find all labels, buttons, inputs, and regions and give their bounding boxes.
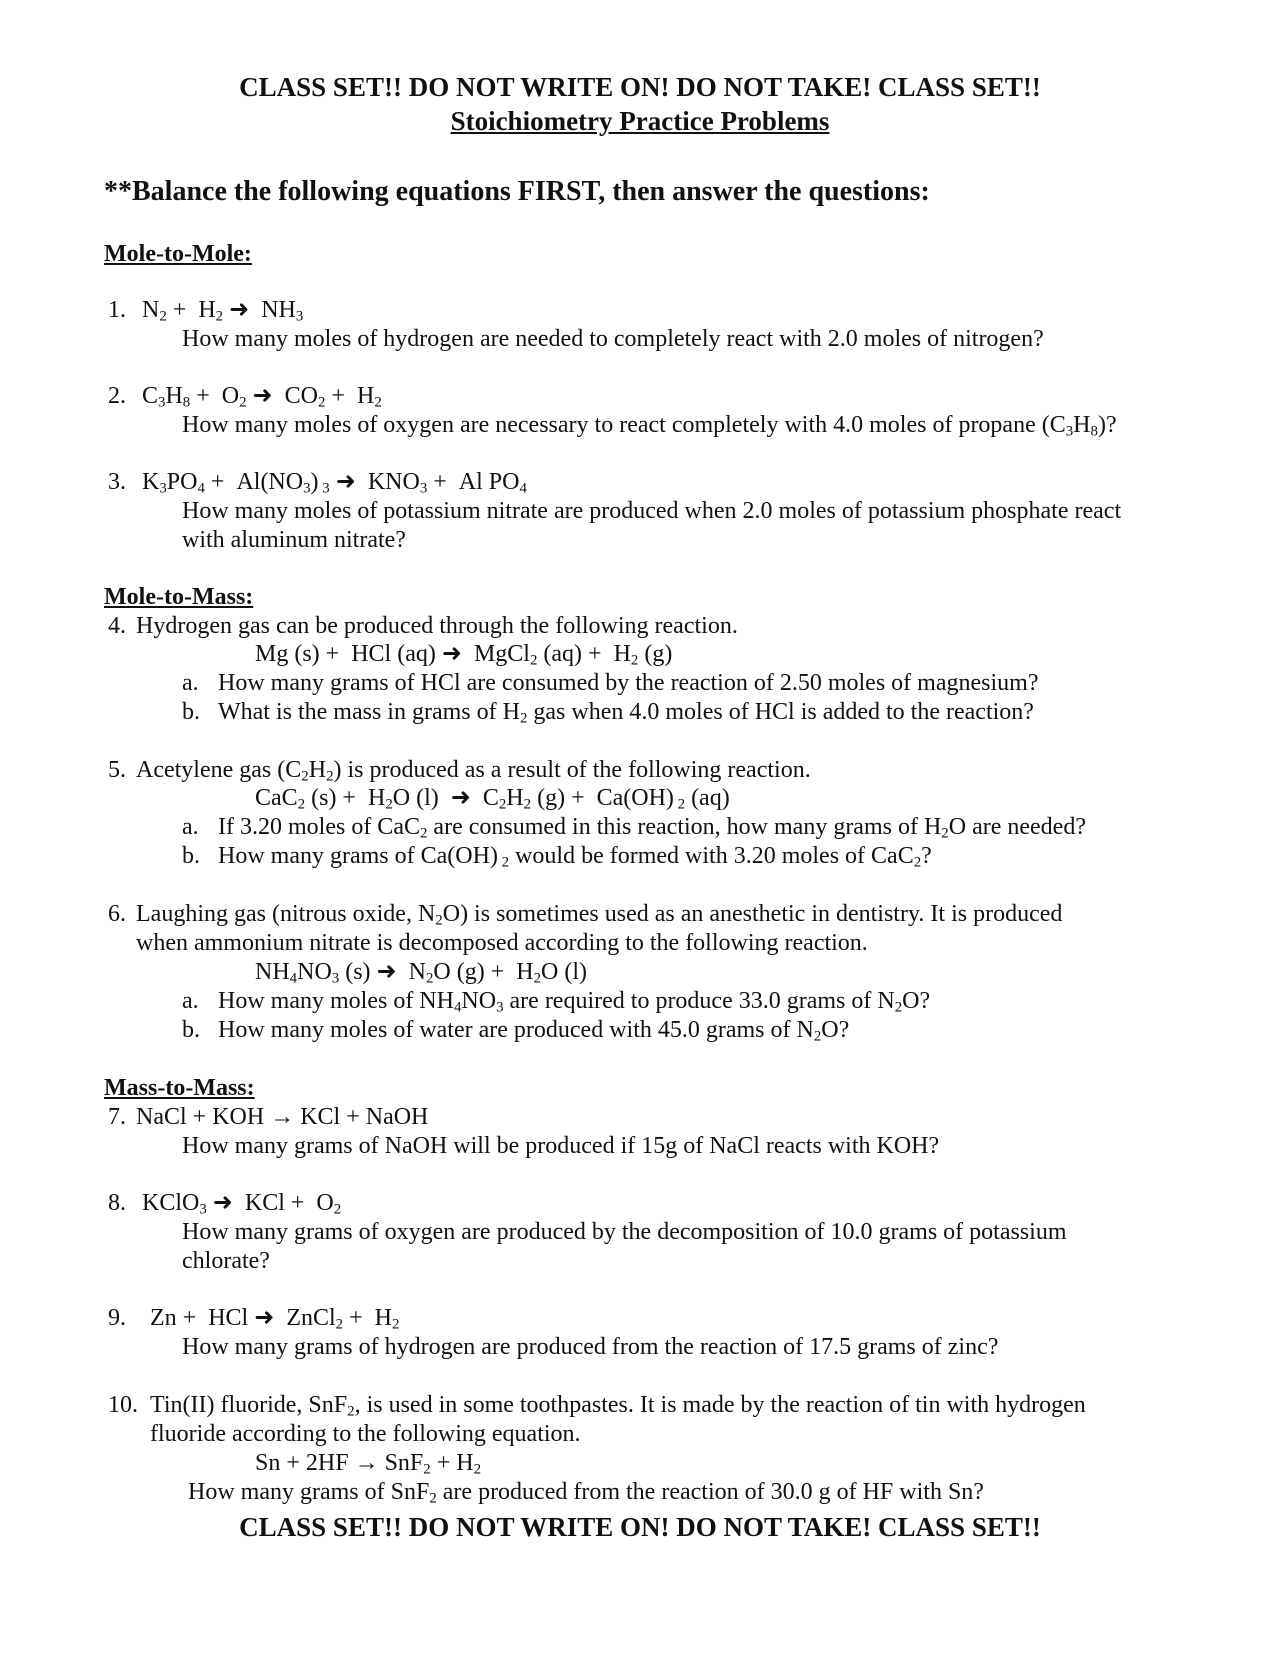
problem-6-equation: $NH_4NO_3$ (s) ➜ $N_2O$ $(g) + H_2O$ (l) (255, 959, 588, 987)
problem-6-intro-line2: when ammonium nitrate is decomposed according to the following reaction. (136, 930, 868, 956)
class-set-banner-bottom: CLASS SET!! DO NOT WRITE ON! DO NOT TAKE! CLASS SET!! (239, 1512, 1041, 1542)
p6b-part: O? (821, 1017, 850, 1043)
problem-7-equation: NaCl + KOH → KCl + NaOH (136, 1104, 429, 1130)
problem-5-number: 5. (108, 757, 126, 783)
problem-2-equation: $C_3H_8 + O_2$ ➜ $CO_2 + H_2$ (142, 383, 382, 411)
p10-q-part: are produced from the reaction of 30.0 g of HF with Sn? (436, 1479, 984, 1505)
p10-intro-part: , is used in some toothpastes. It is made by the reaction of tin with hydrogen (354, 1392, 1086, 1418)
p5-intro-part: H (308, 757, 327, 783)
problem-4-equation: Mg (s) + HCl (aq) ➜ MgCl$_2$ $(aq) + H_2$ (g) (255, 641, 673, 669)
problem-5b-text: How many grams of Ca(OH) $_2$ would be formed with 3.20 moles of CaC$_2$? (218, 843, 932, 871)
problem-8-equation: KClO$_3$ ➜ KCl + $O_2$ (142, 1190, 342, 1218)
problem-9-number: 9. (108, 1305, 126, 1331)
problem-4b-text: What is the mass in grams of $H_2$ gas when 4.0 moles of HCl is added to the reaction? (218, 699, 1034, 727)
section-mole-to-mole: Mole-to-Mole: (104, 241, 252, 267)
problem-6-number: 6. (108, 901, 126, 927)
problem-9-equation: Zn + HCl ➜ ZnCl$_2$ + $H_2$ (150, 1305, 400, 1333)
p5b-part: How many grams of Ca(OH) (218, 843, 498, 869)
problem-10-question: How many grams of SnF$_2$ are produced from the reaction of 30.0 g of HF with Sn? (188, 1479, 984, 1507)
p4b-part: What is the mass in grams of H (218, 699, 520, 725)
p5-intro-part: Acetylene gas (C (136, 757, 302, 783)
problem-4-number: 4. (108, 613, 126, 639)
problem-6a-label: a. (182, 988, 199, 1014)
problem-7-number: 7. (108, 1104, 126, 1130)
p6a-part: NO (461, 988, 497, 1014)
problem-2-question: How many moles of oxygen are necessary to react completely with 4.0 moles of propane $(C_3H_8)$? (182, 412, 1117, 440)
problem-10-intro-line1: Tin(II) fluoride, SnF$_2$, is used in some toothpastes. It is made by the reaction of tin with hydrogen (150, 1392, 1086, 1420)
problem-10-number: 10. (108, 1392, 138, 1418)
problem-9-question: How many grams of hydrogen are produced from the reaction of 17.5 grams of zinc? (182, 1334, 999, 1360)
problem-6b-label: b. (182, 1017, 200, 1043)
problem-4-intro: Hydrogen gas can be produced through the following reaction. (136, 613, 738, 639)
page-title (0, 106, 1280, 137)
p2-q-part: H (1073, 412, 1091, 438)
p5-intro-part: ) is produced as a result of the following reaction. (333, 757, 811, 783)
problem-1-number: 1. (108, 297, 126, 323)
problem-5b-label: b. (182, 843, 200, 869)
problem-3-question-line1: How many moles of potassium nitrate are produced when 2.0 moles of potassium phosphate react (182, 498, 1122, 524)
problem-10-intro-line2: fluoride according to the following equation. (150, 1421, 581, 1447)
p10-intro-part: Tin(II) fluoride, SnF (150, 1392, 348, 1418)
problem-5a-text: If 3.20 moles of CaC$_2$ are consumed in this reaction, how many grams of $H_2O$ are needed? (218, 814, 1086, 842)
p6a-part: are required to produce 33.0 grams of N (503, 988, 895, 1014)
p10-q-part: How many grams of SnF (188, 1479, 430, 1505)
instructions: **Balance the following equations FIRST, then answer the questions: (104, 176, 930, 207)
problem-6-intro-line1: Laughing gas (nitrous oxide, $N_2O$) is sometimes used as an anesthetic in dentistry. It is produced (136, 901, 1063, 929)
problem-7-question: How many grams of NaOH will be produced if 15g of NaCl reacts with KOH? (182, 1133, 940, 1159)
problem-1-equation: $N_2 + H_2$ ➜ $NH_3$ (142, 297, 304, 325)
problem-3-equation: $K_3PO_4 + Al(NO_3)$ $_3$ ➜ $KNO_3 + Al$ $PO_4$ (142, 469, 527, 497)
p5a-part: are consumed in this reaction, how many grams of H (427, 814, 942, 840)
p6-intro-part: Laughing gas (nitrous oxide, N (136, 901, 436, 927)
problem-4b-label: b. (182, 699, 200, 725)
problem-5-intro: Acetylene gas $(C_2H_2)$ is produced as a result of the following reaction. (136, 757, 811, 785)
p5a-part: If 3.20 moles of CaC (218, 814, 420, 840)
p6-intro-part: O) is sometimes used as an anesthetic in dentistry. It is produced (442, 901, 1063, 927)
section-mole-to-mass: Mole-to-Mass: (104, 584, 254, 610)
problem-2-number: 2. (108, 383, 126, 409)
page-title-text: Stoichiometry Practice Problems (450, 106, 830, 136)
problem-1-question: How many moles of hydrogen are needed to completely react with 2.0 moles of nitrogen? (182, 326, 1044, 352)
problem-5-equation: CaC$_2$ $(s) + H_2O$ (l) ➜ $C_2H_2$ (g) + Ca(OH) $_2$ (aq) (255, 785, 730, 813)
p5b-part: ? (921, 843, 932, 869)
problem-6b-text: How many moles of water are produced with 45.0 grams of $N_2O$? (218, 1017, 850, 1045)
problem-10-equation: $Sn + 2HF \to SnF_2 + H_2$ (255, 1450, 482, 1478)
p4b-part: gas when 4.0 moles of HCl is added to the reaction? (527, 699, 1034, 725)
p6b-part: How many moles of water are produced with 45.0 grams of N (218, 1017, 814, 1043)
problem-8-question-line1: How many grams of oxygen are produced by the decomposition of 10.0 grams of potassium (182, 1219, 1067, 1245)
p2-q-part: How many moles of oxygen are necessary to react completely with 4.0 moles of propane (C (182, 412, 1066, 438)
p6a-part: O? (902, 988, 931, 1014)
p5a-part: O are needed? (948, 814, 1086, 840)
problem-8-question-line2: chlorate? (182, 1248, 270, 1274)
section-mass-to-mass: Mass-to-Mass: (104, 1075, 255, 1101)
p6a-part: How many moles of NH (218, 988, 454, 1014)
problem-4a-label: a. (182, 670, 199, 696)
problem-3-number: 3. (108, 469, 126, 495)
problem-4a-text: How many grams of HCl are consumed by the reaction of 2.50 moles of magnesium? (218, 670, 1039, 696)
problem-5a-label: a. (182, 814, 199, 840)
p5b-part: would be formed with 3.20 moles of CaC (509, 843, 914, 869)
problem-8-number: 8. (108, 1190, 126, 1216)
p2-q-part: )? (1097, 412, 1117, 438)
class-set-banner-top: CLASS SET!! DO NOT WRITE ON! DO NOT TAKE! CLASS SET!! (239, 72, 1041, 102)
problem-3-question-line2: with aluminum nitrate? (182, 527, 406, 553)
problem-6a-text: How many moles of $NH_4NO_3$ are required to produce 33.0 grams of $N_2O$? (218, 988, 931, 1016)
